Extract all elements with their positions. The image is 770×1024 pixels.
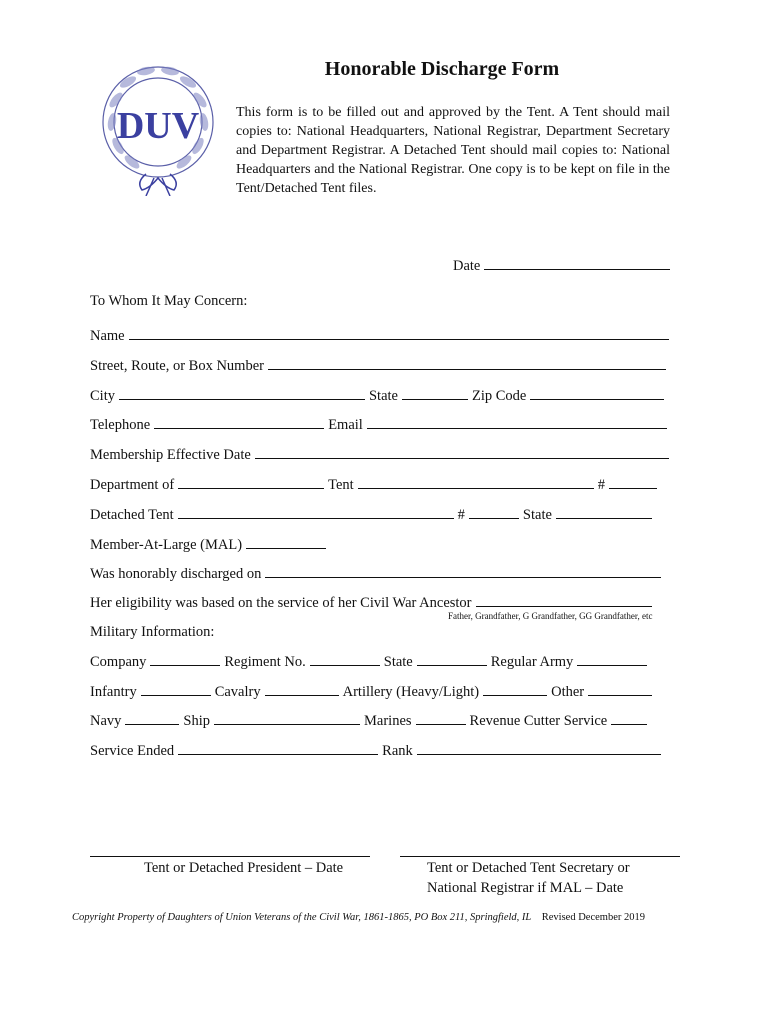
company-row <box>90 652 651 671</box>
navy-field[interactable] <box>125 711 179 725</box>
department-field[interactable] <box>178 475 324 489</box>
city-field[interactable] <box>119 386 365 400</box>
cavalry-label: Cavalry <box>214 684 261 700</box>
contact-row <box>90 415 671 434</box>
svg-text:DUV: DUV <box>116 105 200 147</box>
marines-field[interactable] <box>416 711 466 725</box>
detached-state-label: State <box>522 507 552 523</box>
tent-field[interactable] <box>358 475 594 489</box>
discharged-on-field[interactable] <box>265 564 661 578</box>
ship-field[interactable] <box>214 711 360 725</box>
membership-effective-label: Membership Effective Date <box>90 447 251 463</box>
mal-field[interactable] <box>246 535 326 549</box>
eligibility-hint: Father, Grandfather, G Grandfather, GG Grandfather, etc <box>448 611 653 621</box>
telephone-label: Telephone <box>90 417 151 433</box>
president-signature-line[interactable] <box>90 856 370 857</box>
regiment-label: Regiment No. <box>224 654 306 670</box>
company-field[interactable] <box>150 652 220 666</box>
regiment-field[interactable] <box>310 652 380 666</box>
president-signature-label: Tent or Detached President – Date <box>144 860 344 876</box>
telephone-field[interactable] <box>154 415 324 429</box>
company-label: Company <box>90 654 147 670</box>
detached-state-field[interactable] <box>556 505 652 519</box>
form-title: Honorable Discharge Form <box>324 58 560 80</box>
artillery-field[interactable] <box>483 682 547 696</box>
date-field[interactable] <box>484 256 670 270</box>
discharged-on-label: Was honorably discharged on <box>90 566 262 582</box>
service-ended-label: Service Ended <box>90 743 175 759</box>
military-state-field[interactable] <box>417 652 487 666</box>
email-field[interactable] <box>367 415 667 429</box>
detached-number-field[interactable] <box>469 505 519 519</box>
rank-label: Rank <box>382 743 413 759</box>
tent-number-label: # <box>597 477 605 493</box>
eligibility-label: Her eligibility was based on the service of her Civil War Ancestor <box>90 595 472 611</box>
rank-field[interactable] <box>417 741 661 755</box>
secretary-signature-label-1: Tent or Detached Tent Secretary or <box>427 860 630 876</box>
state-label: State <box>368 388 398 404</box>
military-info-heading: Military Information: <box>90 624 215 640</box>
duv-logo <box>98 62 218 196</box>
regular-army-label: Regular Army <box>490 654 574 670</box>
infantry-field[interactable] <box>141 682 211 696</box>
revised-date: Revised December 2019 <box>541 912 645 923</box>
city-row <box>90 386 668 405</box>
street-field[interactable] <box>268 356 666 370</box>
date-label: Date <box>453 258 481 274</box>
tent-number-field[interactable] <box>609 475 657 489</box>
detached-tent-label: Detached Tent <box>90 507 174 523</box>
ship-label: Ship <box>183 713 211 729</box>
navy-label: Navy <box>90 713 122 729</box>
form-instructions: This form is to be filled out and approved by the Tent. A Tent should mail copies to: National Headquarters, National Registrar, Department Secretary and Department Registrar. A Detached Tent should mail copies to: National Headquarters and the National Registrar. One copy is to be kept on file in the Tent/Detached Tent files. <box>236 105 670 196</box>
zip-label: Zip Code <box>471 388 527 404</box>
eligibility-field[interactable] <box>476 593 652 607</box>
regular-army-field[interactable] <box>577 652 647 666</box>
membership-row <box>90 445 673 464</box>
mal-label: Member-At-Large (MAL) <box>90 537 243 553</box>
copyright-text: Copyright Property of Daughters of Union Veterans of the Civil War, 1861-1865, PO Box 211, Springfield, IL <box>72 912 532 923</box>
footer <box>72 912 645 923</box>
detached-tent-row <box>90 505 656 524</box>
salutation: To Whom It May Concern: <box>90 293 248 309</box>
other-field[interactable] <box>588 682 652 696</box>
street-label: Street, Route, or Box Number <box>90 358 264 374</box>
date-row <box>453 256 674 275</box>
military-state-label: State <box>383 654 413 670</box>
tent-label: Tent <box>328 477 354 493</box>
membership-effective-field[interactable] <box>255 445 669 459</box>
city-label: City <box>90 388 115 404</box>
department-row <box>90 475 661 494</box>
name-label: Name <box>90 328 125 344</box>
artillery-label: Artillery (Heavy/Light) <box>342 684 480 700</box>
service-row <box>90 741 665 760</box>
street-row <box>90 356 670 375</box>
discharged-row <box>90 564 665 583</box>
revenue-cutter-label: Revenue Cutter Service <box>469 713 608 729</box>
other-label: Other <box>551 684 585 700</box>
detached-tent-field[interactable] <box>178 505 454 519</box>
eligibility-row <box>90 593 656 612</box>
wreath-emblem-icon <box>98 62 218 196</box>
detached-number-label: # <box>457 507 465 523</box>
branch-row <box>90 682 656 701</box>
zip-field[interactable] <box>530 386 664 400</box>
revenue-cutter-field[interactable] <box>611 711 647 725</box>
secretary-signature-label-2: National Registrar if MAL – Date <box>427 880 624 896</box>
email-label: Email <box>328 417 363 433</box>
state-field[interactable] <box>402 386 468 400</box>
name-row <box>90 326 673 345</box>
service-ended-field[interactable] <box>178 741 378 755</box>
department-label: Department of <box>90 477 175 493</box>
name-field[interactable] <box>129 326 669 340</box>
infantry-label: Infantry <box>90 684 137 700</box>
cavalry-field[interactable] <box>265 682 339 696</box>
navy-row <box>90 711 651 730</box>
secretary-signature-line[interactable] <box>400 856 680 857</box>
marines-label: Marines <box>364 713 412 729</box>
mal-row <box>90 535 330 554</box>
